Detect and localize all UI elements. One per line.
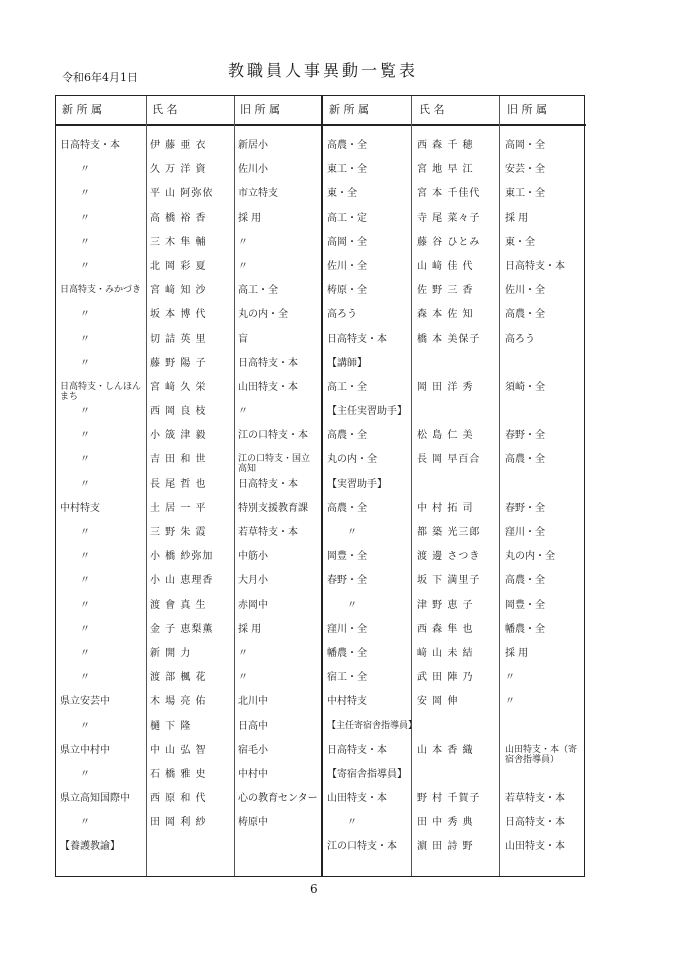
- name-cell: 宮 本 千佳代: [417, 188, 481, 200]
- name-cell: 新 開 力: [150, 647, 192, 659]
- header-old-affiliation: 旧 所 属: [240, 103, 280, 116]
- new-affiliation-cell: 高工・定: [327, 212, 367, 224]
- left-rows: [56, 140, 321, 866]
- new-affiliation-cell: 日高特支・しんほんまち: [60, 381, 142, 402]
- new-affiliation-cell: 〃: [80, 817, 90, 829]
- old-affiliation-cell: 佐川・全: [505, 285, 545, 297]
- new-affiliation-cell: 山田特支・本: [327, 793, 387, 805]
- new-affiliation-cell: 〃: [347, 817, 357, 829]
- name-cell: 樋 下 隆: [150, 720, 192, 732]
- table-row: [323, 285, 586, 309]
- old-affiliation-cell: 日高中: [238, 720, 268, 732]
- new-affiliation-cell: 【主任実習助手】: [327, 406, 407, 418]
- new-affiliation-cell: 〃: [80, 478, 90, 490]
- new-affiliation-cell: 江の口特支・本: [327, 841, 397, 853]
- name-cell: 長 岡 早百合: [417, 454, 481, 466]
- name-cell: 金 子 恵梨薫: [150, 623, 214, 635]
- table-row: [323, 624, 586, 648]
- table-row: [56, 454, 321, 478]
- table-row: [56, 164, 321, 188]
- old-affiliation-cell: 特別支援教育課: [238, 502, 308, 514]
- old-affiliation-cell: 丸の内・全: [505, 551, 555, 563]
- old-affiliation-cell: 東工・全: [505, 188, 545, 200]
- header-new-affiliation: 新 所 属: [329, 103, 369, 116]
- old-affiliation-cell: 安芸・全: [505, 164, 545, 176]
- header-name: 氏 名: [152, 103, 178, 116]
- table-row: [56, 769, 321, 793]
- new-affiliation-cell: 高岡・全: [327, 236, 367, 248]
- old-affiliation-cell: 幡農・全: [505, 623, 545, 635]
- table-row: [56, 527, 321, 551]
- old-affiliation-cell: 山田特支・本: [238, 381, 298, 393]
- old-affiliation-cell: 〃: [238, 647, 248, 659]
- new-affiliation-cell: 佐川・全: [327, 260, 367, 272]
- new-affiliation-cell: 【主任寄宿舎指導員】: [327, 720, 418, 731]
- name-cell: 藤 野 陽 子: [150, 357, 207, 369]
- old-affiliation-cell: 〃: [505, 696, 515, 708]
- name-cell: 小 橋 紗弥加: [150, 551, 214, 563]
- new-affiliation-cell: 〃: [80, 672, 90, 684]
- table-row: [323, 334, 586, 358]
- old-affiliation-cell: 〃: [238, 260, 248, 272]
- name-cell: 都 築 光三郎: [417, 527, 481, 538]
- old-affiliation-cell: 高農・全: [505, 309, 545, 321]
- name-cell: 西 森 隼 也: [417, 623, 474, 635]
- name-cell: 中 山 弘 智: [150, 744, 207, 756]
- name-cell: 長 尾 哲 也: [150, 478, 207, 490]
- new-affiliation-cell: 中村特支: [60, 502, 100, 514]
- table-row: [56, 188, 321, 212]
- old-affiliation-cell: 採 用: [238, 212, 262, 224]
- name-cell: 渡 會 真 生: [150, 599, 207, 611]
- old-affiliation-cell: 高ろう: [505, 333, 535, 345]
- table-row: [56, 600, 321, 624]
- name-cell: 西 岡 良 枝: [150, 406, 207, 418]
- new-affiliation-cell: 〃: [80, 768, 90, 780]
- new-affiliation-cell: 〃: [80, 623, 90, 635]
- new-affiliation-cell: 日高特支・本: [327, 744, 387, 756]
- table-row: [56, 817, 321, 841]
- table-row: [323, 430, 586, 454]
- old-affiliation-cell: 赤岡中: [238, 599, 268, 611]
- new-affiliation-cell: 窪川・全: [327, 623, 367, 635]
- name-cell: 武 田 陣 乃: [417, 672, 474, 684]
- page-number: 6: [310, 882, 318, 896]
- name-cell: 切 詰 英 里: [150, 333, 207, 345]
- table-row: [323, 527, 586, 551]
- name-cell: 安 岡 伸: [417, 696, 459, 708]
- table-row: [56, 309, 321, 333]
- table-row: [56, 213, 321, 237]
- name-cell: 西 原 和 代: [150, 793, 207, 805]
- name-cell: 宮 地 早 江: [417, 164, 474, 176]
- table-row: [56, 334, 321, 358]
- new-affiliation-cell: 日高特支・本: [60, 140, 120, 151]
- old-affiliation-cell: 岡豊・全: [505, 599, 545, 611]
- old-affiliation-cell: 江の口特支・本: [238, 430, 308, 442]
- name-cell: 田 中 秀 典: [417, 817, 474, 829]
- name-cell: 﨑 山 未 結: [417, 647, 474, 659]
- old-affiliation-cell: 〃: [238, 236, 248, 248]
- name-cell: 坂 本 博 代: [150, 309, 207, 321]
- new-affiliation-cell: 〃: [80, 454, 90, 466]
- new-affiliation-cell: 【寄宿舎指導員】: [327, 768, 407, 780]
- name-cell: 藤 谷 ひとみ: [417, 236, 481, 248]
- old-affiliation-cell: 盲: [238, 333, 248, 345]
- new-affiliation-cell: 【講師】: [327, 357, 367, 369]
- new-affiliation-cell: 高農・全: [327, 430, 367, 442]
- table-row: [323, 213, 586, 237]
- old-affiliation-cell: 若草特支・本: [505, 793, 565, 805]
- table-row: [56, 575, 321, 599]
- table-row: [323, 769, 586, 793]
- table-row: [323, 382, 586, 406]
- old-affiliation-cell: 中筋小: [238, 551, 268, 563]
- old-affiliation-cell: 採 用: [238, 623, 262, 635]
- new-affiliation-cell: 〃: [80, 575, 90, 587]
- table-row: [323, 406, 586, 430]
- name-cell: 田 岡 利 紗: [150, 817, 207, 829]
- table-row: [56, 551, 321, 575]
- table-row: [56, 430, 321, 454]
- table-row: [323, 479, 586, 503]
- table-row: [323, 164, 586, 188]
- transfer-table: [55, 95, 585, 877]
- name-cell: 木 場 亮 佑: [150, 696, 207, 708]
- new-affiliation-cell: 〃: [347, 599, 357, 611]
- new-affiliation-cell: 宿工・全: [327, 672, 367, 684]
- old-affiliation-cell: 梼原中: [238, 817, 268, 829]
- name-cell: 森 本 佐 知: [417, 309, 474, 321]
- name-cell: 平 山 阿弥依: [150, 188, 214, 200]
- old-affiliation-cell: 〃: [505, 672, 515, 684]
- table-row: [56, 382, 321, 406]
- name-cell: 橋 本 美保子: [417, 333, 481, 345]
- old-affiliation-cell: 北川中: [238, 696, 268, 708]
- new-affiliation-cell: 〃: [80, 647, 90, 659]
- name-cell: 山 本 香 織: [417, 744, 474, 756]
- new-affiliation-cell: 中村特支: [327, 696, 367, 708]
- name-cell: 三 木 隼 輔: [150, 236, 207, 248]
- table-row: [323, 696, 586, 720]
- new-affiliation-cell: 岡豊・全: [327, 551, 367, 563]
- name-cell: 渡 邊 さつき: [417, 551, 481, 563]
- table-row: [323, 551, 586, 575]
- old-affiliation-cell: 江の口特支・国立高知: [238, 454, 311, 475]
- new-affiliation-cell: 〃: [80, 551, 90, 563]
- name-cell: 高 橋 裕 香: [150, 212, 207, 224]
- old-affiliation-cell: 日高特支・本: [505, 260, 565, 272]
- new-affiliation-cell: 県立安芸中: [60, 696, 110, 708]
- right-rows: [323, 140, 586, 866]
- old-affiliation-cell: 佐川小: [238, 164, 268, 176]
- old-affiliation-cell: 市立特支: [238, 188, 278, 200]
- old-affiliation-cell: 新居小: [238, 140, 268, 151]
- name-cell: 伊 藤 亜 衣: [150, 140, 207, 151]
- table-row: [323, 140, 586, 164]
- old-affiliation-cell: 高農・全: [505, 454, 545, 466]
- document-title: 教職員人事異動一覧表: [228, 61, 419, 80]
- name-cell: 渡 部 楓 花: [150, 672, 207, 684]
- table-row: [56, 406, 321, 430]
- new-affiliation-cell: 〃: [80, 236, 90, 248]
- name-cell: 野 村 千賀子: [417, 793, 481, 805]
- new-affiliation-cell: 幡農・全: [327, 647, 367, 659]
- old-affiliation-cell: 春野・全: [505, 430, 545, 442]
- table-row: [56, 479, 321, 503]
- new-affiliation-cell: 高農・全: [327, 140, 367, 151]
- name-cell: 久 万 洋 資: [150, 164, 207, 176]
- issue-date: 令和6年4月1日: [62, 71, 138, 84]
- new-affiliation-cell: 〃: [80, 260, 90, 272]
- name-cell: 三 野 朱 霞: [150, 527, 207, 538]
- table-row: [56, 672, 321, 696]
- name-cell: 土 居 一 平: [150, 502, 207, 514]
- old-affiliation-cell: 採 用: [505, 212, 529, 224]
- old-affiliation-cell: 日高特支・本: [238, 357, 298, 369]
- name-cell: 石 橋 雅 史: [150, 768, 207, 780]
- old-affiliation-cell: 高岡・全: [505, 140, 545, 151]
- old-affiliation-cell: 採 用: [505, 647, 529, 659]
- table-row: [56, 285, 321, 309]
- table-row: [323, 648, 586, 672]
- table-row: [56, 721, 321, 745]
- name-cell: 山 﨑 佳 代: [417, 260, 474, 272]
- old-affiliation-cell: 春野・全: [505, 502, 545, 514]
- old-affiliation-cell: 心の教育センター: [238, 793, 318, 805]
- old-affiliation-cell: 山田特支・本（寄宿舎指導員）: [505, 744, 578, 765]
- header-old-affiliation: 旧 所 属: [507, 103, 547, 116]
- old-affiliation-cell: 若草特支・本: [238, 527, 298, 538]
- table-row: [323, 672, 586, 696]
- name-cell: 小 筬 津 毅: [150, 430, 207, 442]
- table-row: [323, 309, 586, 333]
- table-row: [323, 745, 586, 769]
- old-affiliation-cell: 日高特支・本: [238, 478, 298, 490]
- table-row: [56, 503, 321, 527]
- name-cell: 宮 﨑 知 沙: [150, 285, 207, 297]
- name-cell: 北 岡 彩 夏: [150, 260, 207, 272]
- name-cell: 岡 田 洋 秀: [417, 381, 474, 393]
- table-header: [323, 96, 586, 126]
- table-row: [323, 600, 586, 624]
- new-affiliation-cell: 高農・全: [327, 502, 367, 514]
- table-row: [323, 261, 586, 285]
- new-affiliation-cell: 〃: [80, 599, 90, 611]
- new-affiliation-cell: 県立中村中: [60, 744, 110, 756]
- table-row: [56, 745, 321, 769]
- new-affiliation-cell: 日高特支・本: [327, 333, 387, 345]
- old-affiliation-cell: 高農・全: [505, 575, 545, 587]
- table-row: [56, 237, 321, 261]
- new-affiliation-cell: 〃: [347, 527, 357, 538]
- new-affiliation-cell: 〃: [80, 527, 90, 538]
- old-affiliation-cell: 大月小: [238, 575, 268, 587]
- old-affiliation-cell: 須崎・全: [505, 381, 545, 393]
- table-row: [323, 575, 586, 599]
- table-row: [56, 696, 321, 720]
- table-row: [323, 358, 586, 382]
- table-header: [56, 96, 321, 126]
- table-row: [323, 454, 586, 478]
- old-affiliation-cell: 〃: [238, 672, 248, 684]
- new-affiliation-cell: 春野・全: [327, 575, 367, 587]
- new-affiliation-cell: 東工・全: [327, 164, 367, 176]
- table-right-half: [321, 96, 586, 876]
- table-row: [56, 648, 321, 672]
- new-affiliation-cell: 日高特支・みかづき: [60, 285, 142, 296]
- new-affiliation-cell: 〃: [80, 164, 90, 176]
- table-row: [323, 503, 586, 527]
- name-cell: 津 野 恵 子: [417, 599, 474, 611]
- new-affiliation-cell: 〃: [80, 406, 90, 418]
- old-affiliation-cell: 窪川・全: [505, 527, 545, 538]
- new-affiliation-cell: 〃: [80, 430, 90, 442]
- old-affiliation-cell: 東・全: [505, 236, 535, 248]
- name-cell: 寺 尾 菜々子: [417, 212, 481, 224]
- new-affiliation-cell: 〃: [80, 309, 90, 321]
- new-affiliation-cell: 〃: [80, 357, 90, 369]
- new-affiliation-cell: 【養護教諭】: [60, 841, 120, 853]
- name-cell: 吉 田 和 世: [150, 454, 207, 466]
- name-cell: 宮 﨑 久 栄: [150, 381, 207, 393]
- new-affiliation-cell: 県立高知国際中: [60, 793, 130, 805]
- new-affiliation-cell: 梼原・全: [327, 285, 367, 297]
- name-cell: 小 山 恵理香: [150, 575, 214, 587]
- old-affiliation-cell: 丸の内・全: [238, 309, 288, 321]
- new-affiliation-cell: 高ろう: [327, 309, 357, 321]
- table-row: [56, 793, 321, 817]
- new-affiliation-cell: 〃: [80, 212, 90, 224]
- old-affiliation-cell: 日高特支・本: [505, 817, 565, 829]
- name-cell: 佐 野 三 香: [417, 285, 474, 297]
- new-affiliation-cell: 〃: [80, 333, 90, 345]
- old-affiliation-cell: 高工・全: [238, 285, 278, 297]
- table-row: [56, 624, 321, 648]
- table-row: [323, 841, 586, 865]
- name-cell: 西 森 千 穂: [417, 140, 474, 151]
- table-row: [56, 140, 321, 164]
- table-left-half: [56, 96, 321, 876]
- old-affiliation-cell: 中村中: [238, 768, 268, 780]
- old-affiliation-cell: 宿毛小: [238, 744, 268, 756]
- table-row: [323, 237, 586, 261]
- new-affiliation-cell: 高工・全: [327, 381, 367, 393]
- name-cell: 坂 下 満里子: [417, 575, 481, 587]
- old-affiliation-cell: 山田特支・本: [505, 841, 565, 853]
- name-cell: 中 村 拓 司: [417, 502, 474, 514]
- header-new-affiliation: 新 所 属: [62, 103, 102, 116]
- table-row: [323, 188, 586, 212]
- table-row: [56, 358, 321, 382]
- header-name: 氏 名: [419, 103, 445, 116]
- table-row: [323, 721, 586, 745]
- table-row: [56, 841, 321, 865]
- new-affiliation-cell: 東・全: [327, 188, 357, 200]
- new-affiliation-cell: 【実習助手】: [327, 478, 387, 490]
- old-affiliation-cell: 〃: [238, 406, 248, 418]
- table-row: [323, 793, 586, 817]
- new-affiliation-cell: 〃: [80, 188, 90, 200]
- name-cell: 松 島 仁 美: [417, 430, 474, 442]
- table-row: [56, 261, 321, 285]
- new-affiliation-cell: 〃: [80, 720, 90, 732]
- new-affiliation-cell: 丸の内・全: [327, 454, 377, 466]
- name-cell: 濵 田 詩 野: [417, 841, 474, 853]
- table-row: [323, 817, 586, 841]
